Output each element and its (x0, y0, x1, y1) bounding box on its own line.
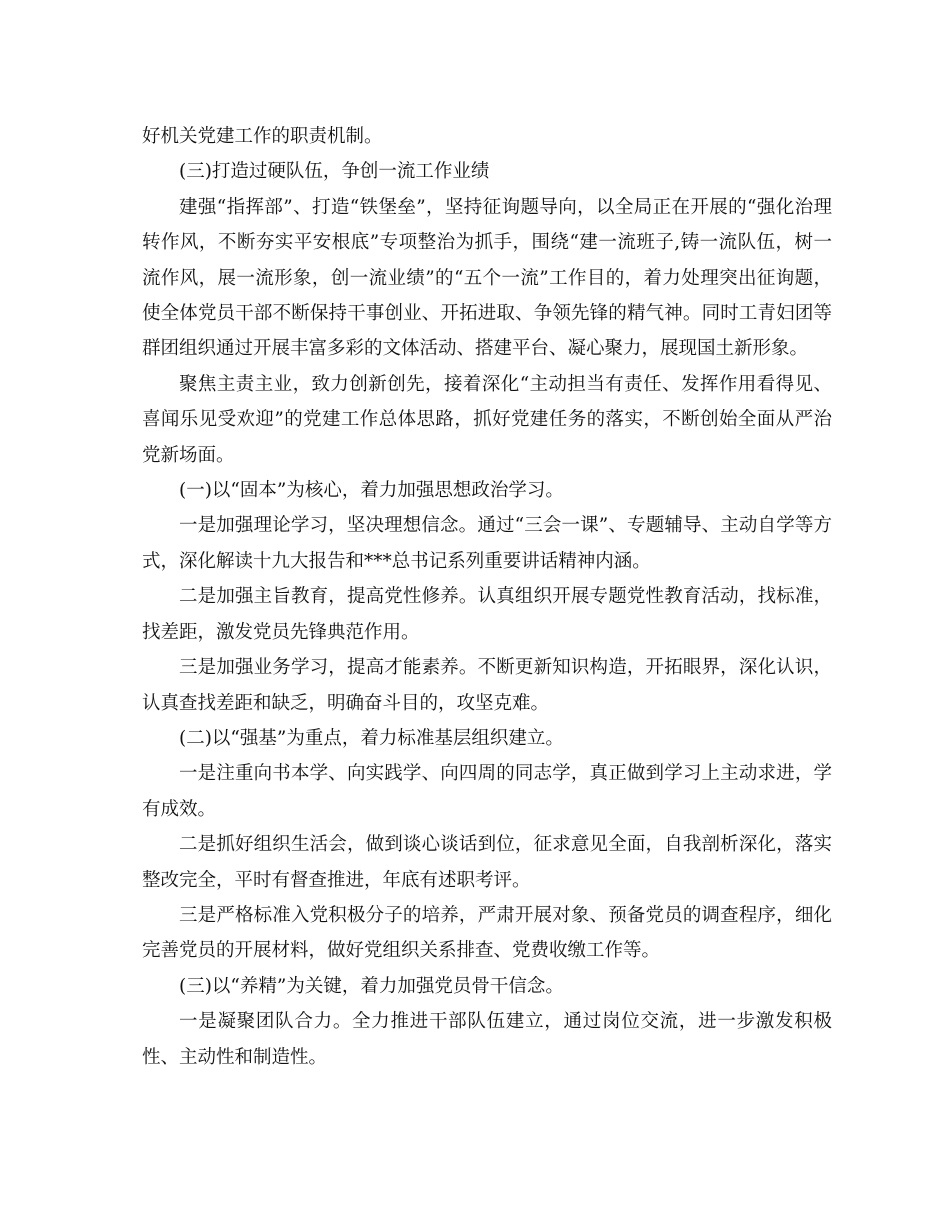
paragraph: 二是抓好组织生活会，做到谈心谈话到位，征求意见全面，自我剖析深化，落实整改完全，平时有督查推进，年底有述职考评。 (142, 834, 832, 891)
section-heading-3b: (三)以“养精”为关键，着力加强党员骨干信念。 (179, 975, 564, 997)
paragraph: 建强“指挥部”、打造“铁堡垒”，坚持征询题导向，以全局正在开展的“强化治理转作风，不断夯实平安根底”专项整治为抓手，围绕“建一流班子,铸一流队伍，树一流作风，展一流形象，创一流业绩”的“五个一流”工作目的，着力处理突出征询题，使全体党员干部不断保持干事创业、开拓进取、争领先锋的精气神。同时工青妇团等群团组织通过开展丰富多彩的文体活动、搭建平台、凝心聚力，展现国土新形象。 (142, 196, 832, 360)
paragraph: 一是凝聚团队合力。全力推进干部队伍建立，通过岗位交流，进一步激发积极性、主动性和制造性。 (142, 1011, 832, 1068)
paragraph: 二是加强主旨教育，提高党性修养。认真组织开展专题党性教育活动，找标准，找差距，激发党员先锋典范作用。 (142, 586, 832, 643)
paragraph: 一是加强理论学习，坚决理想信念。通过“三会一课”、专题辅导、主动自学等方式，深化解读十九大报告和***总书记系列重要讲话精神内涵。 (142, 515, 832, 572)
paragraph: 三是严格标准入党积极分子的培养，严肃开展对象、预备党员的调查程序，细化完善党员的开展材料，做好党组织关系排查、党费收缴工作等。 (142, 904, 832, 962)
paragraph: 三是加强业务学习，提高才能素养。不断更新知识构造，开拓眼界，深化认识，认真查找差距和缺乏，明确奋斗目的，攻坚克难。 (142, 657, 832, 714)
paragraph: 聚焦主责主业，致力创新创先，接着深化“主动担当有责任、发挥作用看得见、喜闻乐见受欢迎”的党建工作总体思路，抓好党建任务的落实，不断创始全面从严治党新场面。 (142, 373, 832, 466)
paragraph: 一是注重向书本学、向实践学、向四周的同志学，真正做到学习上主动求进，学有成效。 (142, 763, 832, 820)
document-body (142, 119, 832, 1075)
section-heading-1: (一)以“固本”为核心，着力加强思想政治学习。 (179, 480, 564, 502)
section-heading-2: (二)以“强基”为重点，着力标准基层组织建立。 (179, 727, 564, 749)
paragraph-continuation: 好机关党建工作的职责机制。 (142, 126, 383, 147)
section-heading-3: (三)打造过硬队伍，争创一流工作业绩 (179, 161, 490, 183)
